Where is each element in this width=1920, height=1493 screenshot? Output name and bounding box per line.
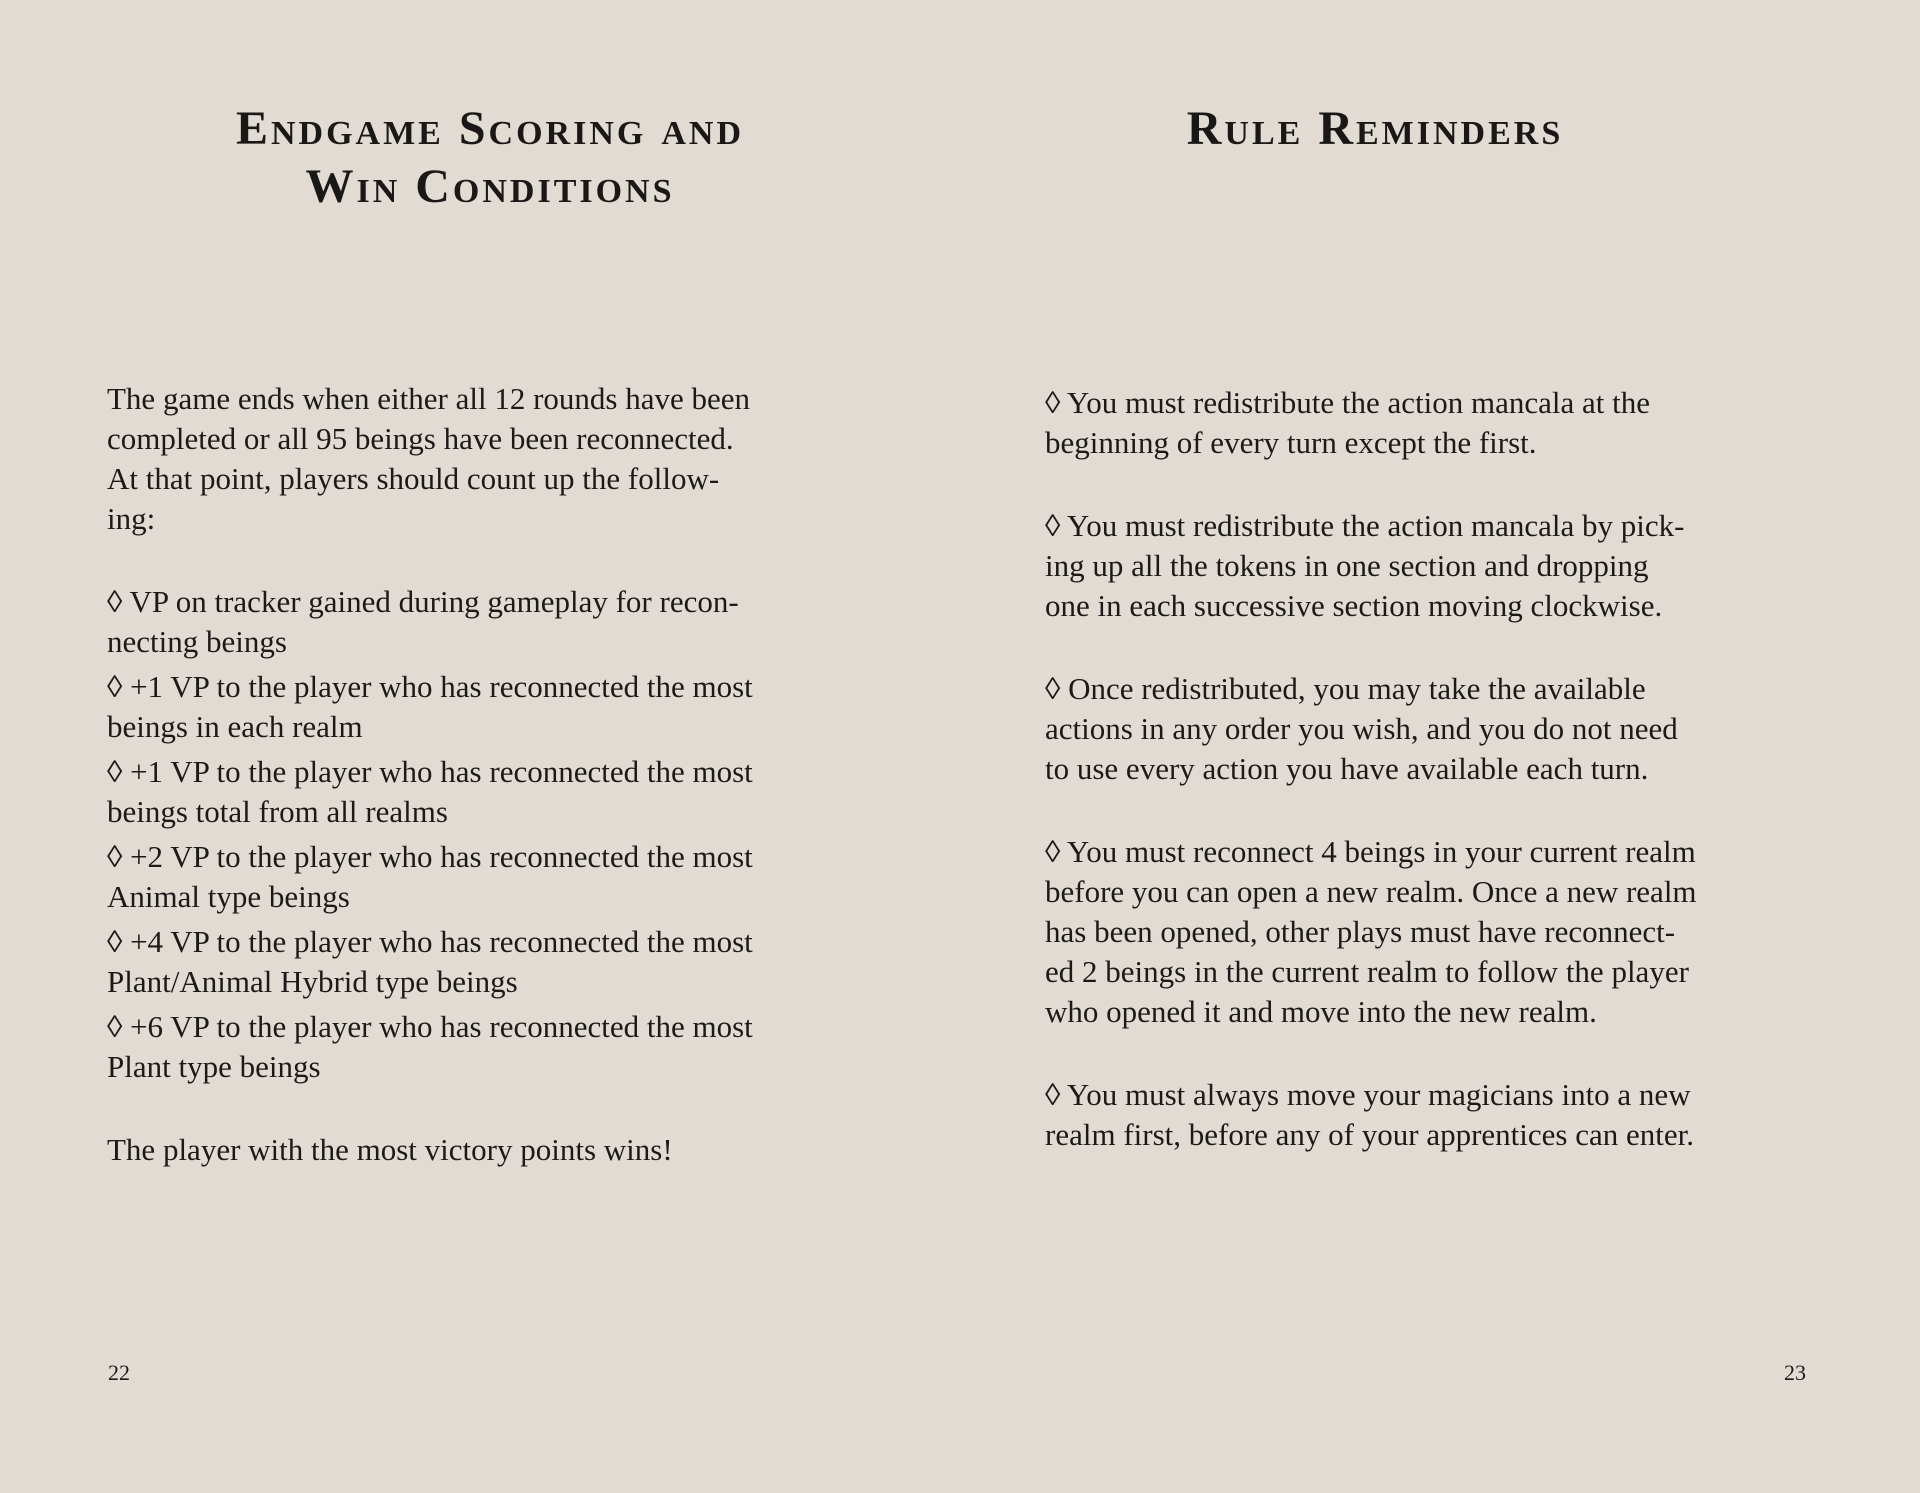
rule-reminder [1045,383,1815,463]
left-page-heading [110,100,870,216]
intro-line: ing: [107,501,156,536]
reminder-line: ing up all the tokens in one section and dropping [1045,548,1649,583]
bullet-line: ◊ +4 VP to the player who has reconnected the most [107,924,753,959]
right-page-body [1045,383,1815,1198]
reminder-line: ◊ You must always move your magicians into a new [1045,1077,1691,1112]
scoring-bullet [107,922,897,1002]
reminder-line: who opened it and move into the new realm. [1045,994,1597,1029]
page-number-right: 23 [1784,1360,1806,1385]
reminder-line: ◊ You must reconnect 4 beings in your current realm [1045,834,1696,869]
scoring-bullet [107,1007,897,1087]
reminder-line: ed 2 beings in the current realm to follow the player [1045,954,1689,989]
bullet-line: necting beings [107,624,287,659]
rule-reminder [1045,506,1815,626]
intro-line: At that point, players should count up the follow- [107,461,720,496]
right-page-heading: Rule Reminders [1186,102,1564,155]
bullet-line: Plant type beings [107,1049,321,1084]
left-heading-line-2: Win Conditions [305,160,675,213]
bullet-line: Plant/Animal Hybrid type beings [107,964,518,999]
scoring-bullet [107,837,897,917]
right-page [960,0,1920,1493]
bullet-line: beings in each realm [107,709,363,744]
closing-line: The player with the most victory points wins! [107,1132,673,1167]
reminder-line: to use every action you have available each turn. [1045,751,1649,786]
bullet-line: beings total from all realms [107,794,448,829]
bullet-line: ◊ VP on tracker gained during gameplay for recon- [107,584,739,619]
reminder-line: before you can open a new realm. Once a new realm [1045,874,1697,909]
bullet-line: ◊ +1 VP to the player who has reconnected the most [107,669,753,704]
scoring-bullet [107,582,897,662]
reminder-line: actions in any order you wish, and you do not need [1045,711,1678,746]
page-number-left: 22 [108,1360,130,1385]
rule-reminder [1045,832,1815,1032]
reminder-line: has been opened, other plays must have reconnect- [1045,914,1676,949]
reminder-line: beginning of every turn except the first. [1045,425,1537,460]
intro-paragraph [107,379,897,539]
rule-reminder [1045,1075,1815,1155]
left-heading-line-1: Endgame Scoring and [235,102,745,155]
reminder-line: ◊ You must redistribute the action mancala by pick- [1045,508,1685,543]
reminder-line: ◊ You must redistribute the action mancala at the [1045,385,1651,420]
bullet-line: ◊ +1 VP to the player who has reconnected the most [107,754,753,789]
rule-reminder [1045,669,1815,789]
reminder-line: realm first, before any of your apprentices can enter. [1045,1117,1694,1152]
scoring-bullet [107,667,897,747]
bullet-line: Animal type beings [107,879,350,914]
intro-line: completed or all 95 beings have been reconnected. [107,421,734,456]
left-page-body [107,379,897,1170]
bullet-line: ◊ +2 VP to the player who has reconnected the most [107,839,753,874]
scoring-bullet [107,752,897,832]
intro-line: The game ends when either all 12 rounds have been [107,381,751,416]
bullet-line: ◊ +6 VP to the player who has reconnected the most [107,1009,753,1044]
reminder-line: one in each successive section moving clockwise. [1045,588,1663,623]
reminder-line: ◊ Once redistributed, you may take the available [1045,671,1646,706]
